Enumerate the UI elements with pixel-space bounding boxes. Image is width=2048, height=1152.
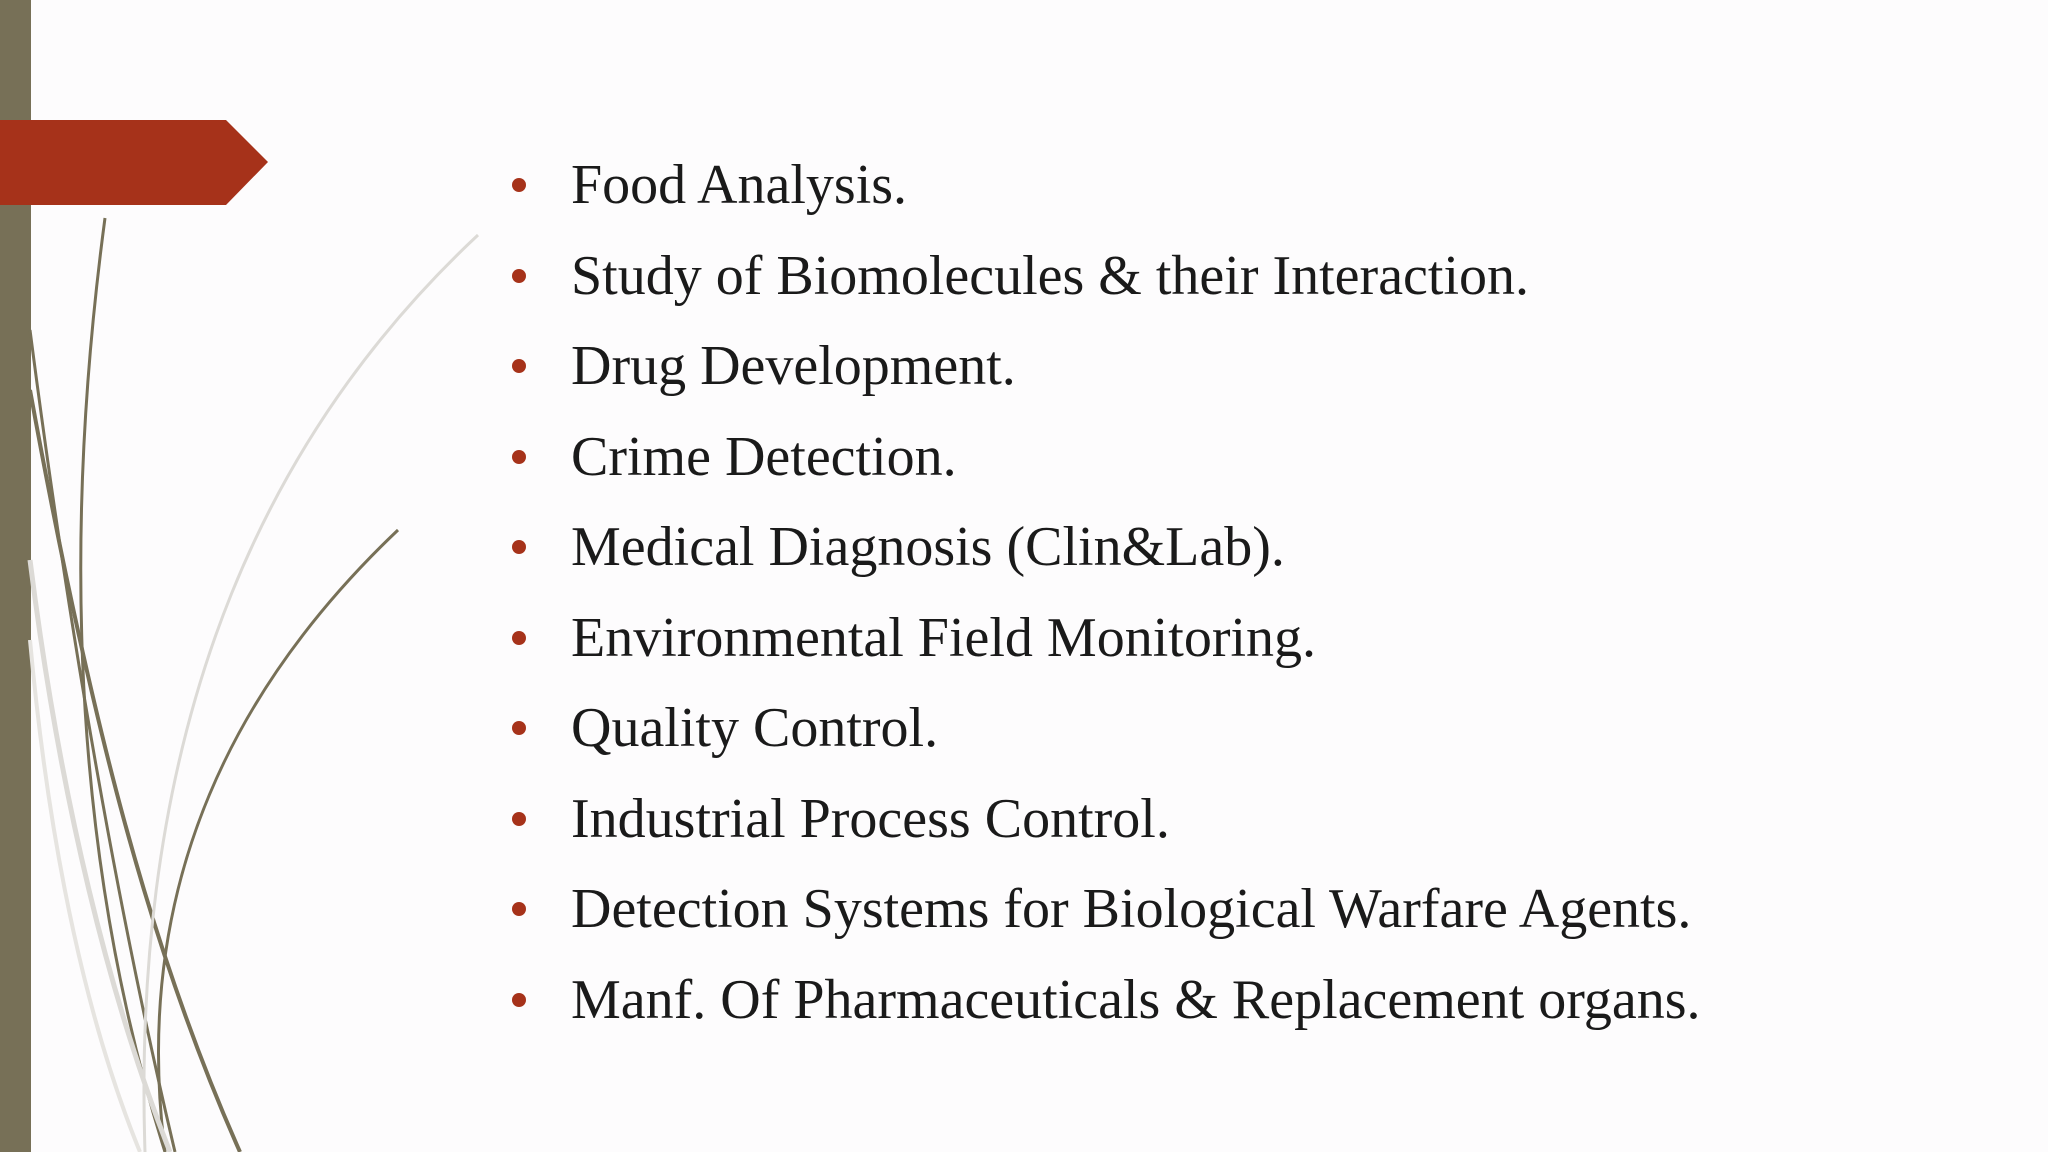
bullet-icon [512,631,526,645]
list-item [510,502,1701,593]
list-item [510,955,1701,1046]
title-arrow-tab [0,120,268,205]
list-item [510,231,1701,322]
bullet-text: Study of Biomolecules & their Interaction. [571,244,1530,307]
bullet-icon [512,721,526,735]
bullet-icon [512,269,526,283]
bullet-text: Quality Control. [571,697,939,760]
bullet-list [510,140,1701,1045]
list-item [510,683,1701,774]
list-item [510,321,1701,412]
bullet-icon [512,450,526,464]
bullet-icon [512,902,526,916]
bullet-text: Food Analysis. [571,154,908,217]
bullet-text: Manf. Of Pharmaceuticals & Replacement organs. [571,968,1701,1031]
bullet-text: Detection Systems for Biological Warfare Agents. [571,878,1692,941]
bullet-text: Crime Detection. [571,425,957,488]
bullet-icon [512,993,526,1007]
bullet-icon [512,540,526,554]
list-item [510,412,1701,503]
bullet-icon [512,178,526,192]
bullet-text: Environmental Field Monitoring. [571,606,1317,669]
list-item [510,140,1701,231]
bullet-text: Industrial Process Control. [571,787,1170,850]
list-item [510,593,1701,684]
bullet-icon [512,812,526,826]
bullet-text: Medical Diagnosis (Clin&Lab). [571,516,1285,579]
bullet-text: Drug Development. [571,335,1016,398]
list-item [510,864,1701,955]
list-item [510,774,1701,865]
bullet-icon [512,359,526,373]
